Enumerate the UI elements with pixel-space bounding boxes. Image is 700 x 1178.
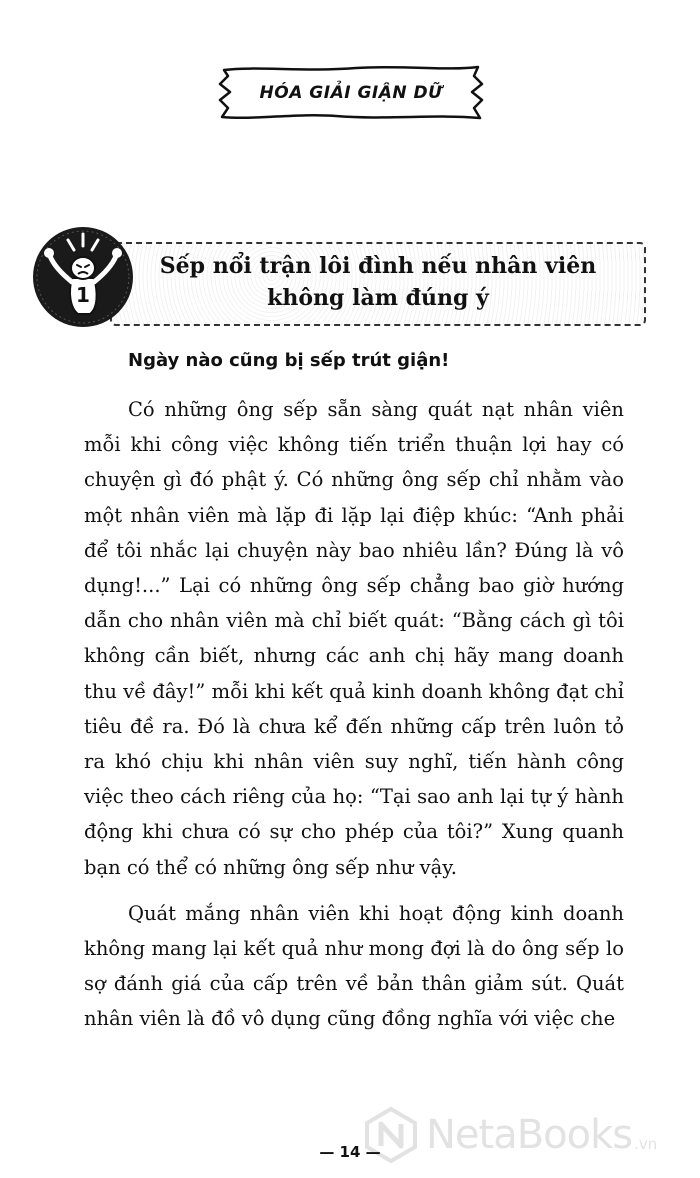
watermark-text: NetaBooks bbox=[426, 1112, 633, 1158]
section-heading bbox=[28, 222, 628, 340]
section-title-line-1: Sếp nổi trận lôi đình nếu nhân viên bbox=[159, 253, 597, 279]
paragraph: Có những ông sếp sẵn sàng quát nạt nhân viên mỗi khi công việc không tiến triển thuận lợi hay có chuyện gì đó phật ý. Có những ông sếp chỉ nhằm vào một nhân viên mà lặp đi lặp lại điệp khúc: “Anh phải để tôi nhắc lại chuyện này bao nhiêu lần? Đúng là vô dụng!...” Lại có những ông sếp chẳng bao giờ hướng dẫn cho nhân viên mà chỉ biết quát: “Bằng cách gì tôi không cần biết, nhưng các anh chị hãy mang doanh thu về đây!” mỗi khi kết quả kinh doanh không đạt chỉ tiêu đề ra. Đó là chưa kể đến những cấp trên luôn tỏ ra khó chịu khi nhân viên suy nghĩ, tiến hành công việc theo cách riêng của họ: “Tại sao anh lại tự ý hành động khi chưa có sự cho phép của tôi?” Xung quanh bạn có thể có những ông sếp như vậy. bbox=[84, 398, 624, 879]
section-title-line-2: không làm đúng ý bbox=[267, 285, 489, 311]
running-header-title: HÓA GIẢI GIẬN DỮ bbox=[259, 83, 443, 103]
section-title bbox=[128, 244, 628, 320]
subheading: Ngày nào cũng bị sếp trút giận! bbox=[128, 350, 450, 371]
angry-figure-emblem-icon bbox=[28, 222, 138, 332]
watermark-suffix: .vn bbox=[634, 1135, 658, 1153]
emblem-number: 1 bbox=[76, 283, 90, 307]
body-text bbox=[84, 392, 624, 1037]
page-number: — 14 — bbox=[319, 1143, 381, 1161]
running-header bbox=[216, 62, 486, 124]
paragraph: Quát mắng nhân viên khi hoạt động kinh doanh không mang lại kết quả như mong đợi là do ông sếp lo sợ đánh giá của cấp trên về bản thân giảm sút. Quát nhân viên là đồ vô dụng cũng đồng nghĩa với việc che bbox=[84, 901, 624, 1031]
watermark bbox=[362, 1102, 692, 1168]
